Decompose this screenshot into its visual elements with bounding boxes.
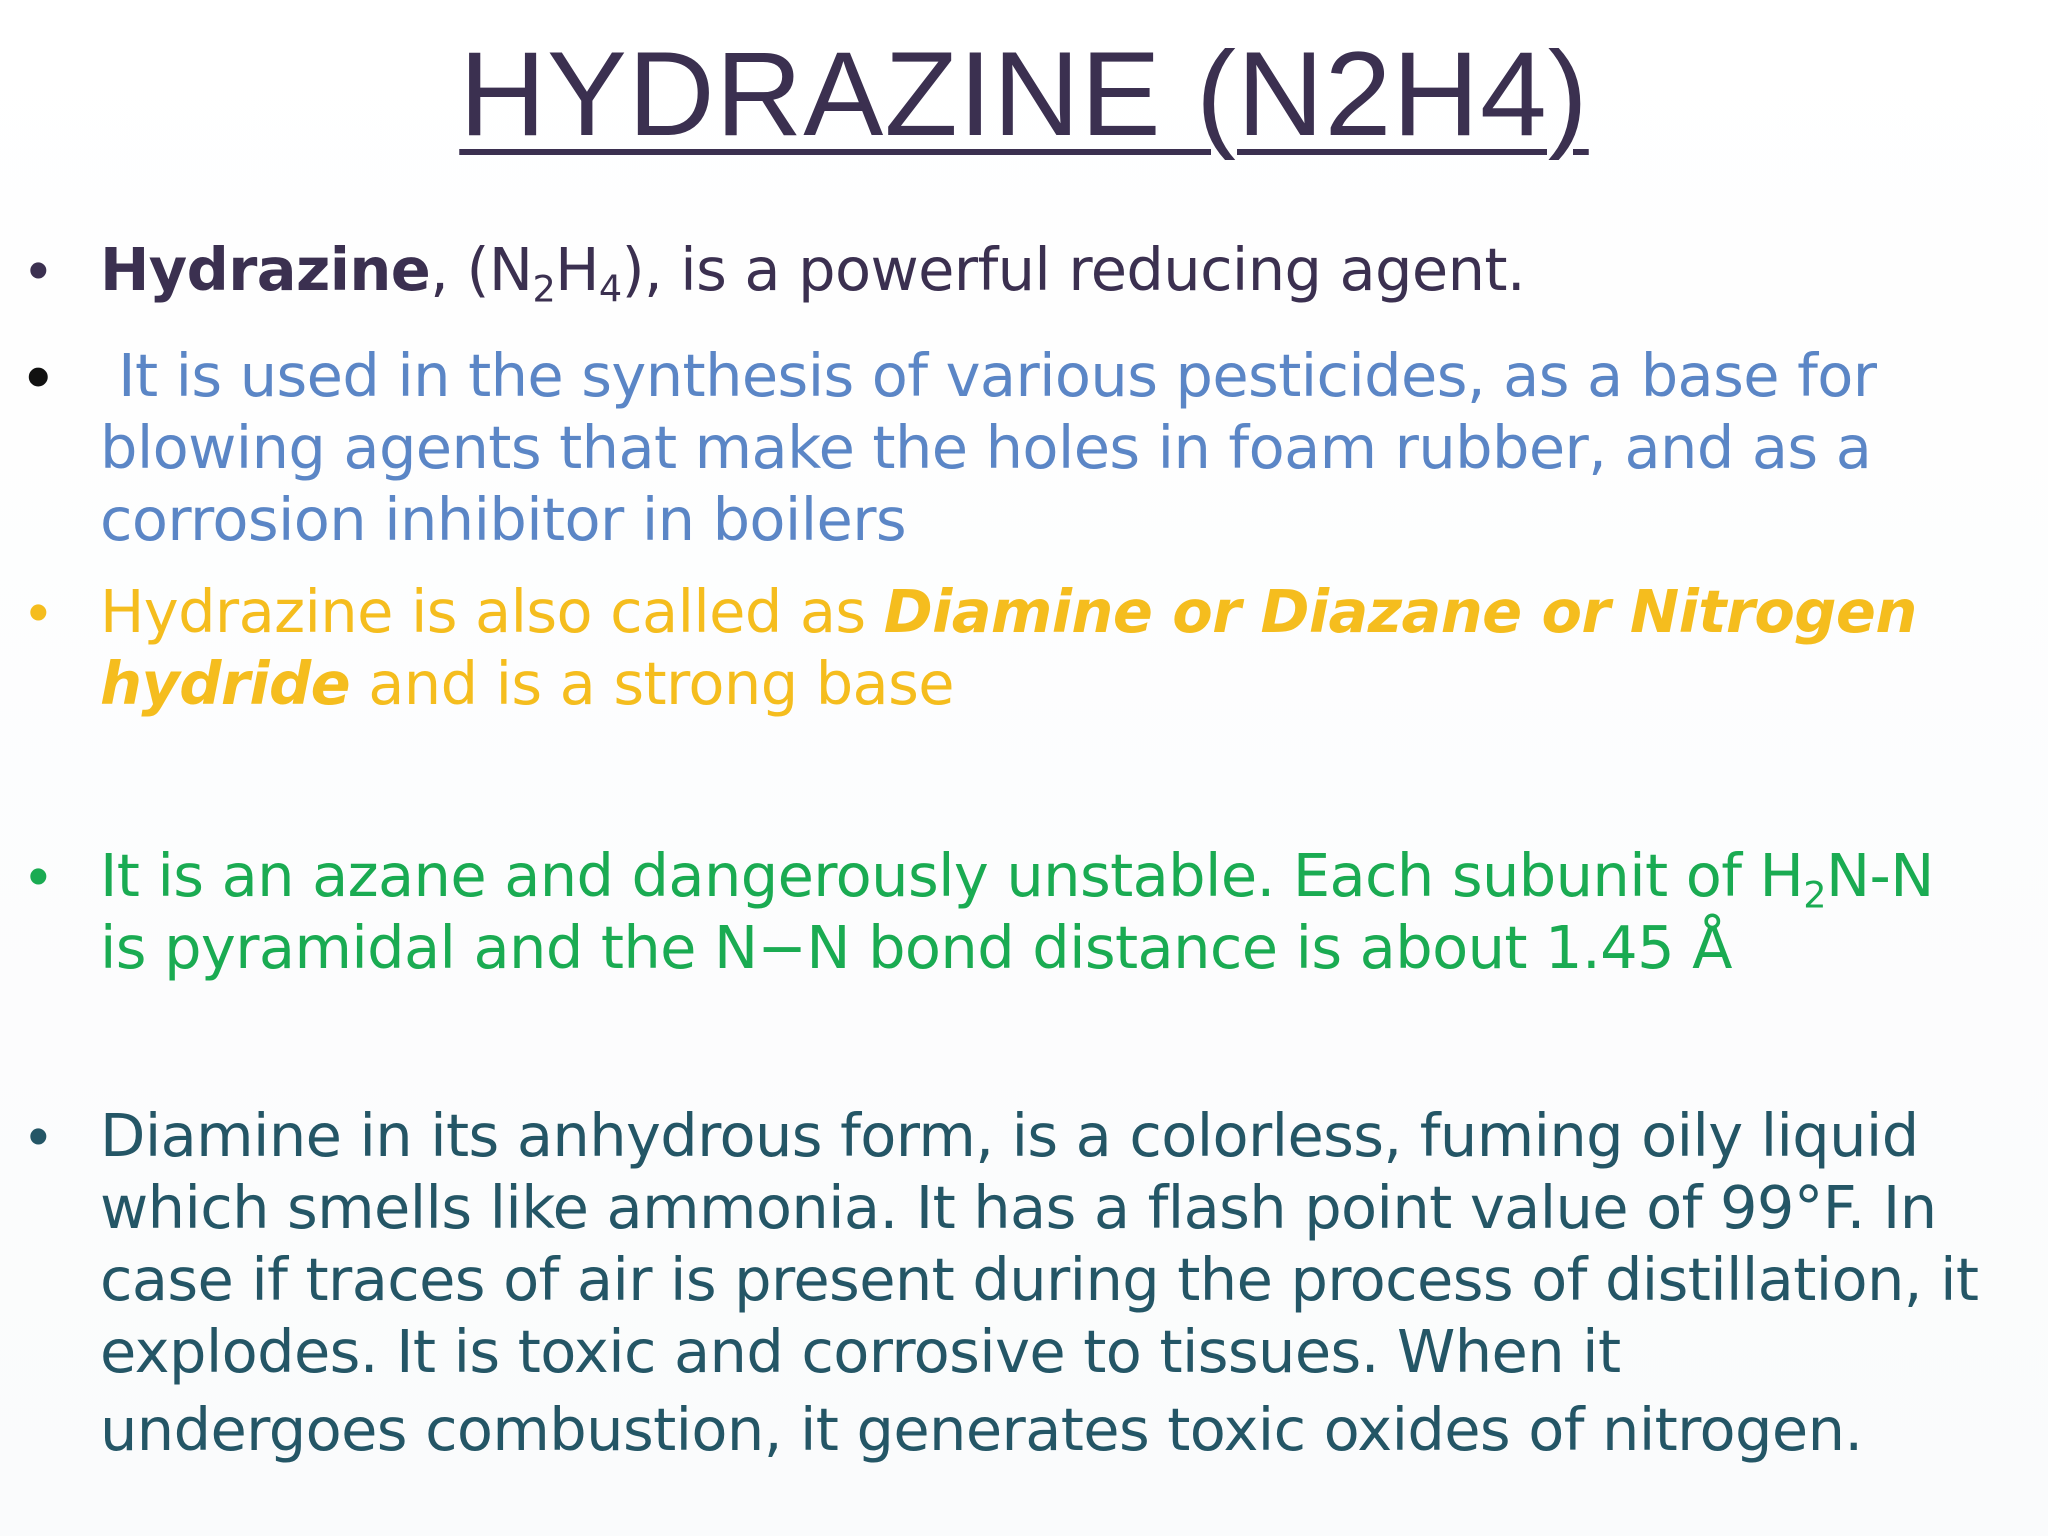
bullet-line	[100, 840, 2040, 917]
bullet-line: is pyramidal and the N−N bond distance is about 1.45 Å	[100, 913, 1732, 982]
subscript: 4	[598, 267, 622, 311]
bullet-line: explodes. It is toxic and corrosive to tissues. When it	[100, 1317, 1621, 1386]
bullet-dot-icon: •	[27, 237, 49, 303]
bullet-item-synonyms	[27, 576, 2040, 720]
text-fragment: H	[555, 235, 599, 304]
bullet-line: undergoes combustion, it generates toxic oxides of nitrogen.	[100, 1395, 1863, 1464]
slide-title-text: HYDRAZINE (N2H4)	[459, 27, 1589, 161]
bullet-dot-icon: •	[27, 579, 49, 645]
text-fragment: ), is a powerful reducing agent.	[621, 235, 1526, 304]
bullet-line	[100, 234, 2040, 311]
bullet-item-properties	[27, 1100, 2045, 1466]
bullet-line	[100, 648, 2040, 720]
bullet-item-definition	[27, 234, 2040, 311]
subscript: 2	[532, 267, 556, 311]
bullet-line: Diamine in its anhydrous form, is a colorless, fuming oily liquid	[100, 1101, 1919, 1170]
bullet-line	[100, 576, 2040, 648]
bullet-line: which smells like ammonia. It has a flash point value of 99°F. In	[100, 1173, 1937, 1242]
text-fragment: N-N	[1825, 841, 1934, 910]
text-fragment: Hydrazine is also called as	[100, 577, 884, 646]
bullet-line: blowing agents that make the holes in foam rubber, and as a	[100, 413, 1872, 482]
emphasized-synonyms: hydride	[100, 649, 351, 718]
bullet-line: It is used in the synthesis of various pesticides, as a base for	[100, 341, 1877, 410]
bullet-line: case if traces of air is present during the process of distillation, it	[100, 1245, 1979, 1314]
emphasized-synonyms: Diamine or Diazane or Nitrogen	[883, 577, 1917, 646]
slide-title	[0, 28, 2048, 160]
bullet-item-structure	[27, 840, 2040, 984]
text-fragment: It is an azane and dangerously unstable. Each subunit of H	[100, 841, 1804, 910]
bullet-dot-icon: •	[27, 843, 49, 909]
bullet-item-uses	[26, 337, 2040, 556]
bullet-line: corrosion inhibitor in boilers	[100, 485, 907, 554]
bullet-dot-icon: •	[27, 1103, 49, 1169]
text-fragment: , (N	[430, 235, 533, 304]
text-fragment: and is a strong base	[350, 649, 954, 718]
bullet-dot-icon: •	[26, 337, 50, 415]
bold-term: Hydrazine	[100, 235, 431, 304]
subscript: 2	[1803, 873, 1826, 917]
